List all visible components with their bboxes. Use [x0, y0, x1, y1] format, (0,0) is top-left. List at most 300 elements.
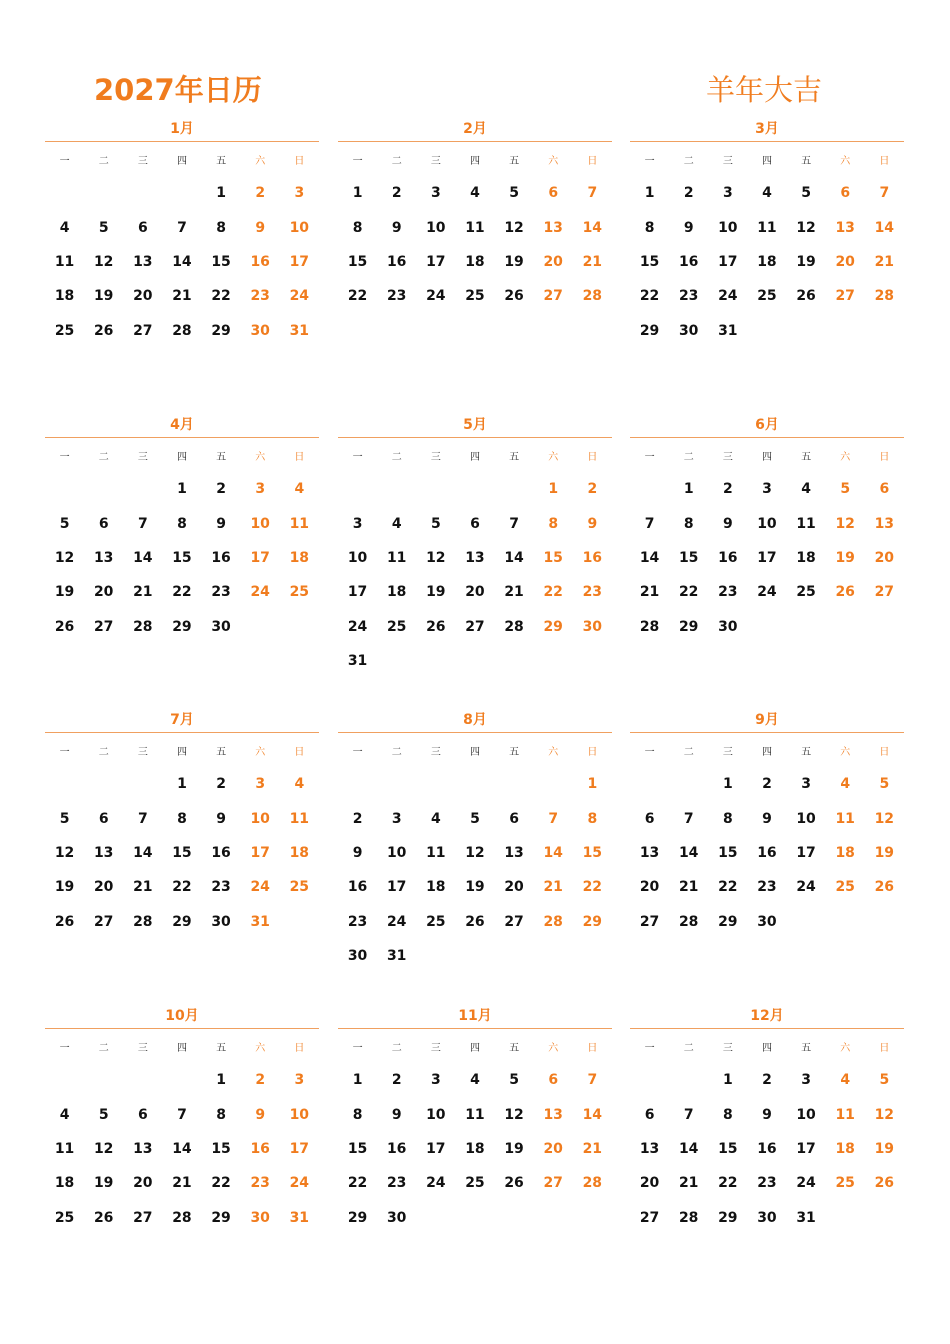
day-cell: 24: [250, 879, 270, 896]
day-cell: 15: [347, 1140, 368, 1157]
weekday-label: 一: [59, 451, 70, 463]
day-cell: 11: [54, 253, 75, 270]
day-cell: 9: [722, 515, 733, 532]
day-cell: 31: [796, 1209, 816, 1226]
weekday-label: 一: [352, 451, 363, 463]
day-cell: 5: [879, 776, 890, 793]
day-cell: 1: [352, 185, 363, 202]
day-cell: 7: [137, 810, 148, 827]
day-cell: 10: [289, 219, 310, 236]
day-cell: 19: [874, 1140, 895, 1157]
day-cell: 13: [639, 844, 660, 861]
weekday-label: 五: [509, 746, 520, 758]
weekday-header: [45, 733, 319, 767]
weekday-label: 六: [548, 155, 559, 167]
day-cell: 21: [874, 253, 895, 270]
day-cell: 30: [386, 1209, 407, 1226]
day-cell: 11: [465, 219, 485, 236]
day-cell: 13: [93, 844, 114, 861]
weekday-label: 六: [548, 1042, 559, 1054]
day-cell: 28: [133, 913, 153, 930]
day-cell: 15: [639, 253, 660, 270]
day-cell: 2: [762, 1072, 772, 1089]
day-cell: 18: [465, 1140, 485, 1157]
day-cell: 1: [216, 1072, 226, 1089]
day-cell: 8: [644, 219, 655, 236]
day-cell: 21: [678, 879, 699, 896]
day-cell: 5: [470, 810, 480, 827]
day-cell: 10: [426, 1106, 446, 1123]
weekday-label: 三: [137, 1042, 148, 1054]
day-cell: 1: [548, 481, 559, 498]
day-cell: 26: [874, 879, 895, 896]
day-cell: 23: [386, 288, 407, 305]
day-cell: 10: [426, 219, 446, 236]
day-cell: 1: [352, 1072, 363, 1089]
weekday-label: 五: [216, 1042, 227, 1054]
day-cell: 1: [216, 185, 226, 202]
day-cell: 2: [391, 1072, 402, 1089]
weekday-label: 四: [469, 451, 480, 463]
weekday-header: [338, 142, 612, 176]
empty-cell: [162, 176, 201, 210]
day-cell: 2: [216, 776, 226, 793]
day-cell: 17: [289, 1140, 310, 1157]
day-cell: 9: [216, 515, 226, 532]
day-cell: 28: [172, 322, 192, 339]
weekday-label: 五: [216, 746, 227, 758]
day-cell: 15: [211, 1140, 231, 1157]
weekday-label: 五: [509, 1042, 520, 1054]
day-cell: 15: [172, 549, 192, 566]
weekday-label: 日: [879, 451, 890, 463]
weekday-label: 二: [683, 1042, 694, 1054]
day-cell: 25: [757, 288, 777, 305]
day-cell: 2: [683, 185, 694, 202]
day-cell: 27: [639, 1209, 660, 1226]
day-cell: 29: [211, 1209, 231, 1226]
day-cell: 14: [678, 844, 699, 861]
day-cell: 19: [54, 584, 75, 601]
day-cell: 3: [801, 776, 811, 793]
day-cell: 18: [835, 844, 855, 861]
weekday-label: 五: [801, 155, 812, 167]
weekday-header: [630, 438, 904, 472]
day-cell: 1: [722, 1072, 733, 1089]
day-cell: 29: [718, 913, 738, 930]
days-grid: [338, 472, 612, 678]
day-cell: 17: [250, 844, 270, 861]
day-cell: 17: [289, 253, 310, 270]
day-cell: 22: [718, 1175, 738, 1192]
day-cell: 24: [347, 618, 368, 635]
day-cell: 9: [391, 1106, 402, 1123]
day-cell: 26: [54, 913, 75, 930]
empty-cell: [45, 1063, 84, 1097]
day-cell: 3: [255, 776, 266, 793]
month-title: 12月: [630, 1003, 904, 1029]
weekday-label: 一: [644, 155, 655, 167]
empty-cell: [338, 767, 377, 801]
day-cell: 8: [352, 1106, 363, 1123]
weekday-label: 四: [469, 746, 480, 758]
day-cell: 19: [465, 879, 485, 896]
weekday-label: 六: [548, 451, 559, 463]
day-cell: 4: [801, 481, 811, 498]
day-cell: 8: [352, 219, 363, 236]
empty-cell: [630, 767, 669, 801]
days-grid: [45, 767, 319, 939]
day-cell: 7: [177, 219, 187, 236]
day-cell: 25: [289, 879, 310, 896]
weekday-label: 三: [430, 155, 441, 167]
weekday-label: 三: [430, 451, 441, 463]
weekday-label: 六: [255, 155, 266, 167]
weekday-label: 三: [137, 451, 148, 463]
day-cell: 20: [835, 253, 855, 270]
weekday-label: 四: [176, 1042, 187, 1054]
day-cell: 4: [470, 185, 480, 202]
days-grid: [630, 1063, 904, 1235]
day-cell: 18: [835, 1140, 855, 1157]
month-title: 1月: [45, 116, 319, 142]
day-cell: 23: [718, 584, 738, 601]
day-cell: 15: [582, 844, 603, 861]
day-cell: 19: [874, 844, 895, 861]
day-cell: 19: [93, 288, 114, 305]
day-cell: 20: [543, 253, 563, 270]
day-cell: 14: [543, 844, 563, 861]
day-cell: 14: [639, 549, 660, 566]
month-title: 9月: [630, 707, 904, 733]
day-cell: 8: [216, 1106, 226, 1123]
weekday-label: 二: [98, 155, 109, 167]
day-cell: 23: [757, 879, 777, 896]
day-cell: 11: [835, 810, 855, 827]
day-cell: 9: [762, 810, 772, 827]
day-cell: 30: [757, 1209, 777, 1226]
day-cell: 9: [255, 219, 266, 236]
weekday-label: 三: [137, 155, 148, 167]
day-cell: 2: [762, 776, 772, 793]
day-cell: 12: [93, 253, 114, 270]
weekday-label: 五: [216, 155, 227, 167]
weekday-label: 四: [176, 155, 187, 167]
day-cell: 12: [93, 1140, 114, 1157]
day-cell: 16: [757, 1140, 777, 1157]
day-cell: 31: [718, 322, 738, 339]
day-cell: 5: [509, 1072, 519, 1089]
day-cell: 12: [796, 219, 816, 236]
day-cell: 20: [874, 549, 895, 566]
day-cell: 17: [796, 844, 816, 861]
weekday-label: 日: [294, 1042, 305, 1054]
day-cell: 16: [250, 253, 270, 270]
day-cell: 25: [426, 913, 446, 930]
day-cell: 5: [59, 515, 70, 532]
weekday-label: 四: [469, 1042, 480, 1054]
weekday-label: 四: [176, 451, 187, 463]
day-cell: 28: [504, 618, 524, 635]
weekday-label: 日: [879, 1042, 890, 1054]
day-cell: 12: [835, 515, 855, 532]
day-cell: 29: [718, 1209, 738, 1226]
day-cell: 25: [796, 584, 816, 601]
weekday-label: 一: [59, 1042, 70, 1054]
day-cell: 26: [426, 618, 446, 635]
weekday-label: 一: [644, 1042, 655, 1054]
day-cell: 29: [543, 618, 563, 635]
day-cell: 20: [504, 879, 524, 896]
day-cell: 27: [93, 913, 114, 930]
weekday-label: 五: [509, 451, 520, 463]
day-cell: 15: [211, 253, 231, 270]
weekday-label: 日: [879, 746, 890, 758]
day-cell: 17: [386, 879, 407, 896]
day-cell: 3: [430, 1072, 441, 1089]
day-cell: 28: [678, 913, 699, 930]
day-cell: 2: [722, 481, 733, 498]
weekday-label: 六: [840, 155, 851, 167]
day-cell: 13: [133, 1140, 153, 1157]
day-cell: 24: [386, 913, 407, 930]
day-cell: 20: [639, 1175, 660, 1192]
day-cell: 6: [644, 1106, 655, 1123]
day-cell: 31: [250, 913, 270, 930]
day-cell: 17: [426, 253, 446, 270]
day-cell: 3: [352, 515, 363, 532]
day-cell: 21: [582, 253, 603, 270]
day-cell: 23: [582, 584, 603, 601]
weekday-label: 六: [255, 451, 266, 463]
day-cell: 2: [216, 481, 226, 498]
day-cell: 8: [548, 515, 559, 532]
day-cell: 14: [582, 1106, 603, 1123]
empty-cell: [377, 472, 416, 506]
day-cell: 5: [879, 1072, 890, 1089]
day-cell: 16: [718, 549, 738, 566]
day-cell: 18: [386, 584, 407, 601]
day-cell: 2: [255, 185, 266, 202]
weekday-label: 二: [98, 746, 109, 758]
weekday-label: 五: [801, 1042, 812, 1054]
day-cell: 2: [352, 810, 363, 827]
day-cell: 6: [137, 1106, 148, 1123]
day-cell: 18: [465, 253, 485, 270]
weekday-label: 日: [294, 155, 305, 167]
day-cell: 6: [548, 1072, 559, 1089]
day-cell: 9: [352, 844, 363, 861]
day-cell: 4: [391, 515, 402, 532]
day-cell: 6: [98, 810, 109, 827]
day-cell: 20: [93, 584, 114, 601]
month-title: 10月: [45, 1003, 319, 1029]
day-cell: 31: [289, 1209, 310, 1226]
weekday-header: [630, 1029, 904, 1063]
day-cell: 10: [757, 515, 777, 532]
empty-cell: [123, 767, 162, 801]
day-cell: 21: [133, 584, 153, 601]
day-cell: 12: [54, 844, 75, 861]
month-title: 2月: [338, 116, 612, 142]
weekday-label: 四: [176, 746, 187, 758]
weekday-label: 日: [587, 746, 598, 758]
month-title: 6月: [630, 412, 904, 438]
day-cell: 1: [722, 776, 733, 793]
day-cell: 29: [582, 913, 603, 930]
day-cell: 15: [718, 844, 738, 861]
day-cell: 29: [172, 913, 192, 930]
month-block: [45, 707, 319, 967]
month-title: 5月: [338, 412, 612, 438]
day-cell: 27: [93, 618, 114, 635]
month-block: [630, 412, 904, 672]
weekday-label: 二: [98, 1042, 109, 1054]
day-cell: 31: [386, 948, 407, 965]
day-cell: 7: [644, 515, 655, 532]
weekday-label: 日: [587, 1042, 598, 1054]
day-cell: 16: [678, 253, 699, 270]
weekday-label: 一: [59, 746, 70, 758]
day-cell: 6: [840, 185, 851, 202]
empty-cell: [455, 472, 494, 506]
day-cell: 22: [543, 584, 563, 601]
day-cell: 18: [796, 549, 816, 566]
day-cell: 24: [718, 288, 738, 305]
weekday-header: [630, 142, 904, 176]
day-cell: 23: [211, 879, 231, 896]
day-cell: 6: [137, 219, 148, 236]
day-cell: 30: [211, 618, 231, 635]
day-cell: 20: [465, 584, 485, 601]
day-cell: 27: [543, 1175, 563, 1192]
day-cell: 19: [796, 253, 816, 270]
day-cell: 17: [347, 584, 368, 601]
empty-cell: [630, 1063, 669, 1097]
weekday-label: 三: [137, 746, 148, 758]
day-cell: 14: [678, 1140, 699, 1157]
day-cell: 5: [430, 515, 441, 532]
day-cell: 13: [543, 219, 563, 236]
day-cell: 24: [250, 584, 270, 601]
day-cell: 30: [250, 322, 270, 339]
empty-cell: [45, 472, 84, 506]
day-cell: 19: [504, 1140, 524, 1157]
month-title: 3月: [630, 116, 904, 142]
day-cell: 25: [54, 1209, 75, 1226]
weekday-label: 二: [391, 746, 402, 758]
weekday-label: 六: [840, 746, 851, 758]
day-cell: 14: [133, 549, 153, 566]
day-cell: 16: [211, 844, 231, 861]
day-cell: 8: [177, 515, 187, 532]
days-grid: [45, 472, 319, 644]
day-cell: 12: [426, 549, 446, 566]
empty-cell: [123, 1063, 162, 1097]
day-cell: 16: [582, 549, 603, 566]
day-cell: 23: [250, 288, 270, 305]
day-cell: 10: [386, 844, 407, 861]
day-cell: 7: [137, 515, 148, 532]
day-cell: 4: [840, 776, 851, 793]
day-cell: 4: [59, 1106, 70, 1123]
day-cell: 13: [504, 844, 524, 861]
weekday-label: 四: [469, 155, 480, 167]
day-cell: 24: [289, 288, 310, 305]
day-cell: 20: [133, 288, 153, 305]
day-cell: 6: [548, 185, 559, 202]
weekday-label: 四: [761, 746, 772, 758]
day-cell: 7: [683, 810, 694, 827]
weekday-label: 六: [255, 1042, 266, 1054]
day-cell: 3: [430, 185, 441, 202]
weekday-label: 四: [761, 155, 772, 167]
day-cell: 19: [426, 584, 446, 601]
month-title: 8月: [338, 707, 612, 733]
day-cell: 22: [582, 879, 603, 896]
day-cell: 30: [718, 618, 738, 635]
day-cell: 31: [289, 322, 310, 339]
day-cell: 22: [211, 288, 231, 305]
weekday-label: 四: [761, 1042, 772, 1054]
day-cell: 10: [796, 1106, 816, 1123]
day-cell: 20: [93, 879, 114, 896]
days-grid: [45, 1063, 319, 1235]
day-cell: 8: [722, 810, 733, 827]
day-cell: 15: [172, 844, 192, 861]
empty-cell: [162, 1063, 201, 1097]
weekday-label: 二: [98, 451, 109, 463]
day-cell: 12: [504, 1106, 524, 1123]
weekday-label: 日: [294, 746, 305, 758]
empty-cell: [534, 767, 573, 801]
day-cell: 7: [879, 185, 890, 202]
weekday-label: 三: [722, 1042, 733, 1054]
day-cell: 16: [386, 1140, 407, 1157]
month-title: 11月: [338, 1003, 612, 1029]
day-cell: 18: [757, 253, 777, 270]
weekday-label: 日: [294, 451, 305, 463]
day-cell: 22: [718, 879, 738, 896]
day-cell: 22: [172, 584, 192, 601]
empty-cell: [45, 176, 84, 210]
day-cell: 3: [722, 185, 733, 202]
day-cell: 23: [757, 1175, 777, 1192]
day-cell: 16: [347, 879, 368, 896]
day-cell: 3: [255, 481, 266, 498]
day-cell: 14: [133, 844, 153, 861]
day-cell: 7: [587, 185, 598, 202]
day-cell: 22: [678, 584, 699, 601]
day-cell: 26: [93, 322, 114, 339]
day-cell: 21: [172, 1175, 192, 1192]
day-cell: 12: [465, 844, 485, 861]
day-cell: 6: [470, 515, 480, 532]
day-cell: 1: [683, 481, 694, 498]
day-cell: 29: [678, 618, 699, 635]
day-cell: 19: [93, 1175, 114, 1192]
weekday-label: 三: [722, 746, 733, 758]
weekday-header: [338, 733, 612, 767]
month-block: [338, 116, 612, 376]
weekday-label: 一: [59, 155, 70, 167]
days-grid: [630, 472, 904, 644]
day-cell: 26: [93, 1209, 114, 1226]
day-cell: 1: [177, 776, 187, 793]
day-cell: 28: [874, 288, 895, 305]
month-block: [45, 116, 319, 376]
day-cell: 27: [543, 288, 563, 305]
